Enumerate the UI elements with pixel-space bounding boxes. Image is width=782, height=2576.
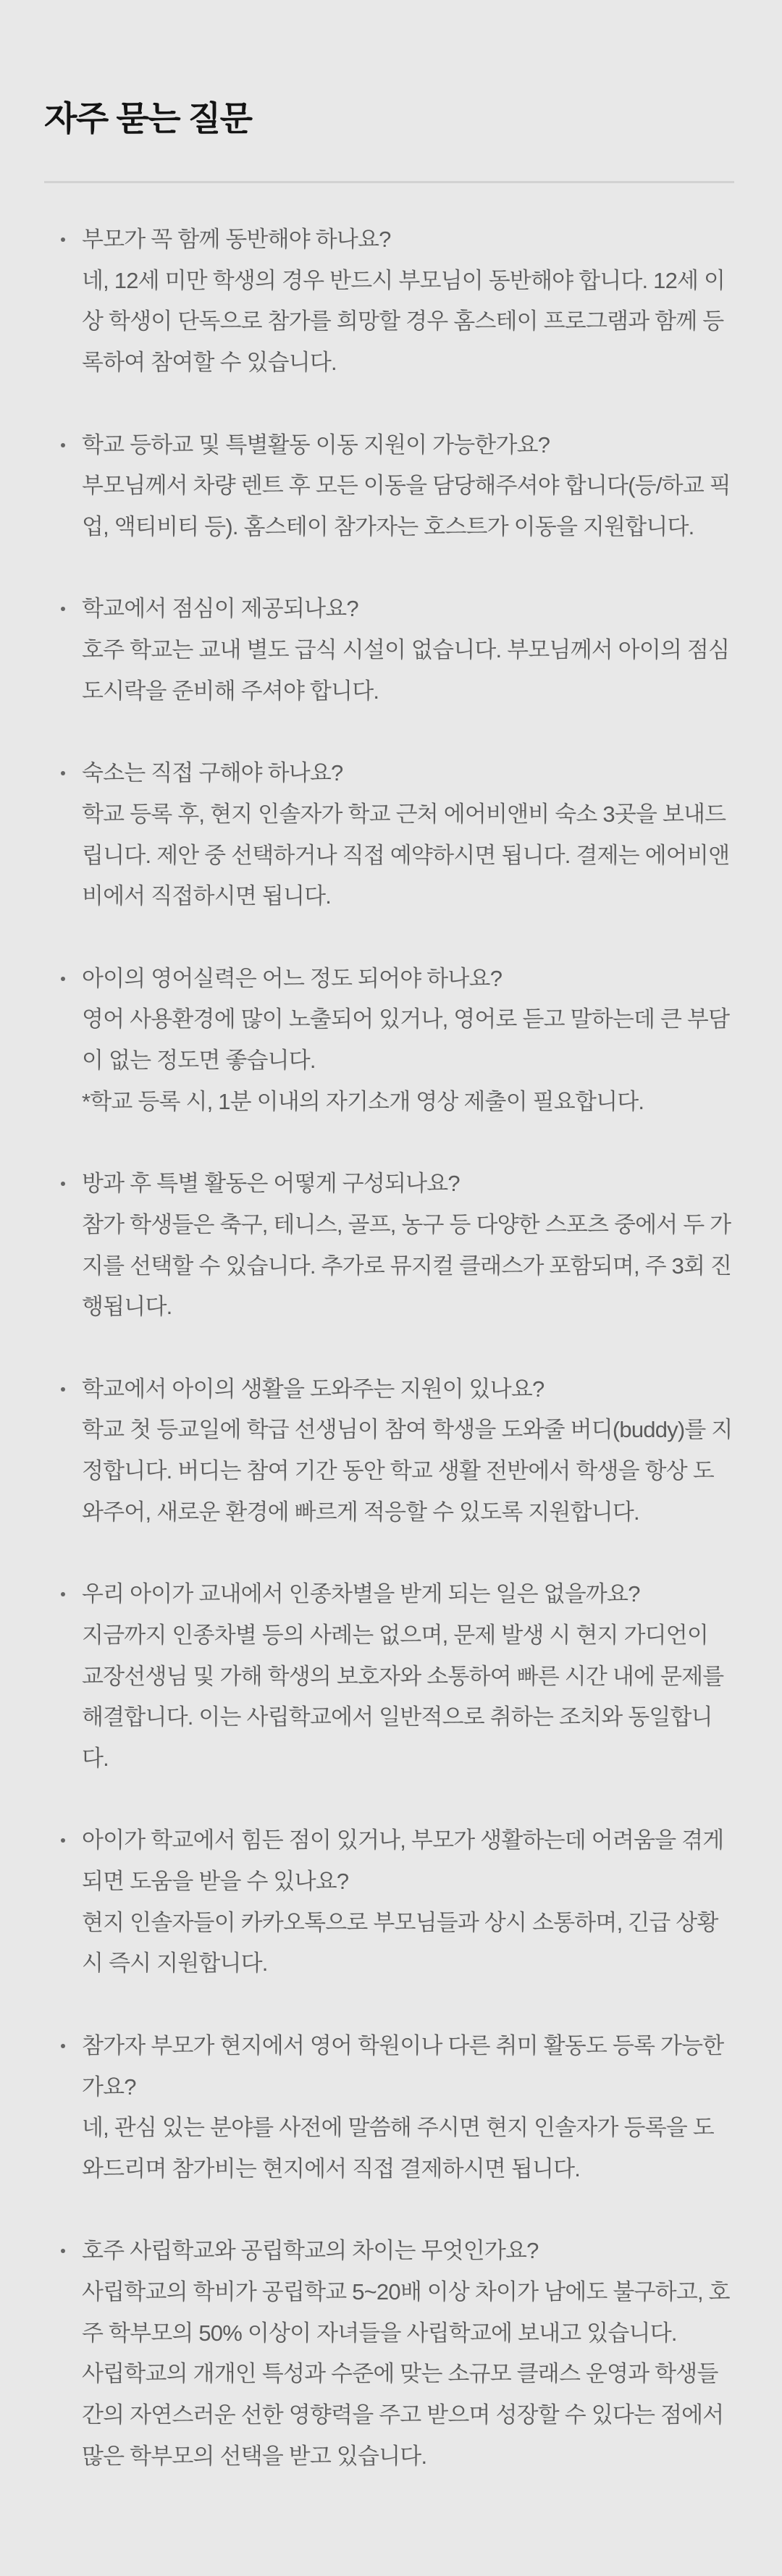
faq-answer: 영어 사용환경에 많이 노출되어 있거나, 영어로 듣고 말하는데 큰 부담이 없는 정도면 좋습니다.: [82, 1006, 730, 1073]
faq-question: 방과 후 특별 활동은 어떻게 구성되나요?: [82, 1171, 460, 1197]
bullet-icon: [61, 1592, 65, 1596]
faq-item: [44, 425, 734, 548]
faq-question: 학교에서 점심이 제공되나요?: [82, 596, 358, 622]
page-title: 자주 묻는 질문: [44, 99, 252, 138]
faq-item: [44, 1163, 734, 1328]
faq-item: [44, 1574, 734, 1780]
faq-question: 우리 아이가 교내에서 인종차별을 받게 되는 일은 없을까요?: [82, 1581, 640, 1607]
bullet-icon: [61, 2249, 65, 2253]
faq-item: [44, 589, 734, 712]
faq-answer: 네, 관심 있는 분야를 사전에 말씀해 주시면 현지 인솔자가 등록을 도와드리며 참가비는 현지에서 직접 결제하시면 됩니다.: [82, 2115, 714, 2181]
faq-answer: 학교 첫 등교일에 학급 선생님이 참여 학생을 도와줄 버디(buddy)를 지정합니다. 버디는 참여 기간 동안 학교 생활 전반에서 학생을 항상 도와주어, 새로운 환경에 빠르게 적응할 수 있도록 지원합니다.: [82, 1417, 733, 1525]
faq-question: 학교 등하교 및 특별활동 이동 지원이 가능한가요?: [82, 432, 550, 458]
faq-list: [44, 219, 734, 2478]
faq-question: 부모가 꼭 함께 동반해야 하나요?: [82, 227, 391, 252]
faq-question: 참가자 부모가 현지에서 영어 학원이나 다른 취미 활동도 등록 가능한가요?: [82, 2032, 724, 2100]
faq-question: 호주 사립학교와 공립학교의 차이는 무엇인가요?: [82, 2238, 539, 2264]
faq-answer: 학교 등록 후, 현지 인솔자가 학교 근처 에어비앤비 숙소 3곳을 보내드립니다. 제안 중 선택하거나 직접 예약하시면 됩니다. 결제는 에어비앤비에서 직접하시면 됩니다.: [82, 801, 730, 909]
bullet-icon: [61, 607, 65, 611]
faq-answer: 지금까지 인종차별 등의 사례는 없으며, 문제 발생 시 현지 가디언이 교장선생님 및 가해 학생의 보호자와 소통하여 빠른 시간 내에 문제를 해결합니다. 이는 사립학교에서 일반적으로 취하는 조치와 동일합니다.: [82, 1622, 724, 1771]
faq-answer: 네, 12세 미만 학생의 경우 반드시 부모님이 동반해야 합니다. 12세 이상 학생이 단독으로 참가를 희망할 경우 홈스테이 프로그램과 함께 등록하여 참여할 수 있습니다.: [82, 267, 726, 376]
bullet-icon: [61, 1182, 65, 1186]
faq-answer: 사립학교의 개개인 특성과 수준에 맞는 소규모 클래스 운영과 학생들 간의 자연스러운 선한 영향력을 주고 받으며 성장할 수 있다는 점에서 많은 학부모의 선택을 받고 있습니다.: [82, 2361, 724, 2469]
faq-answer: *학교 등록 시, 1분 이내의 자기소개 영상 제출이 필요합니다.: [82, 1088, 644, 1114]
faq-answer: 호주 학교는 교내 별도 급식 시설이 없습니다. 부모님께서 아이의 점심 도시락을 준비해 주셔야 합니다.: [82, 637, 730, 704]
faq-answer: 부모님께서 차량 렌트 후 모든 이동을 담당해주셔야 합니다(등/하교 픽업, 액티비티 등). 홈스테이 참가자는 호스트가 이동을 지원합니다.: [82, 473, 731, 539]
faq-answer: 사립학교의 학비가 공립학교 5~20배 이상 차이가 남에도 불구하고, 호주 학부모의 50% 이상이 자녀들을 사립학교에 보내고 있습니다.: [82, 2279, 730, 2346]
faq-item: [44, 2231, 734, 2477]
bullet-icon: [61, 443, 65, 447]
bullet-icon: [61, 1387, 65, 1392]
divider: [44, 181, 734, 183]
faq-item: [44, 2026, 734, 2190]
bullet-icon: [61, 237, 65, 242]
faq-item: [44, 1820, 734, 1984]
faq-question: 아이의 영어실력은 어느 정도 되어야 하나요?: [82, 965, 503, 991]
faq-item: [44, 1369, 734, 1533]
faq-question: 숙소는 직접 구해야 하나요?: [82, 760, 343, 786]
bullet-icon: [61, 2044, 65, 2048]
faq-question: 아이가 학교에서 힘든 점이 있거나, 부모가 생활하는데 어려움을 겪게 되면 도움을 받을 수 있나요?: [82, 1827, 724, 1894]
bullet-icon: [61, 977, 65, 981]
faq-answer: 현지 인솔자들이 카카오톡으로 부모님들과 상시 소통하며, 긴급 상황 시 즉시 지원합니다.: [82, 1909, 718, 1977]
faq-answer: 참가 학생들은 축구, 테니스, 골프, 농구 등 다양한 스포츠 중에서 두 가지를 선택할 수 있습니다. 추가로 뮤지컬 클래스가 포함되며, 주 3회 진행됩니다.: [82, 1211, 732, 1320]
faq-item: [44, 959, 734, 1123]
bullet-icon: [61, 1838, 65, 1843]
faq-question: 학교에서 아이의 생활을 도와주는 지원이 있나요?: [82, 1376, 545, 1402]
bullet-icon: [61, 771, 65, 775]
faq-item: [44, 219, 734, 384]
faq-item: [44, 753, 734, 917]
